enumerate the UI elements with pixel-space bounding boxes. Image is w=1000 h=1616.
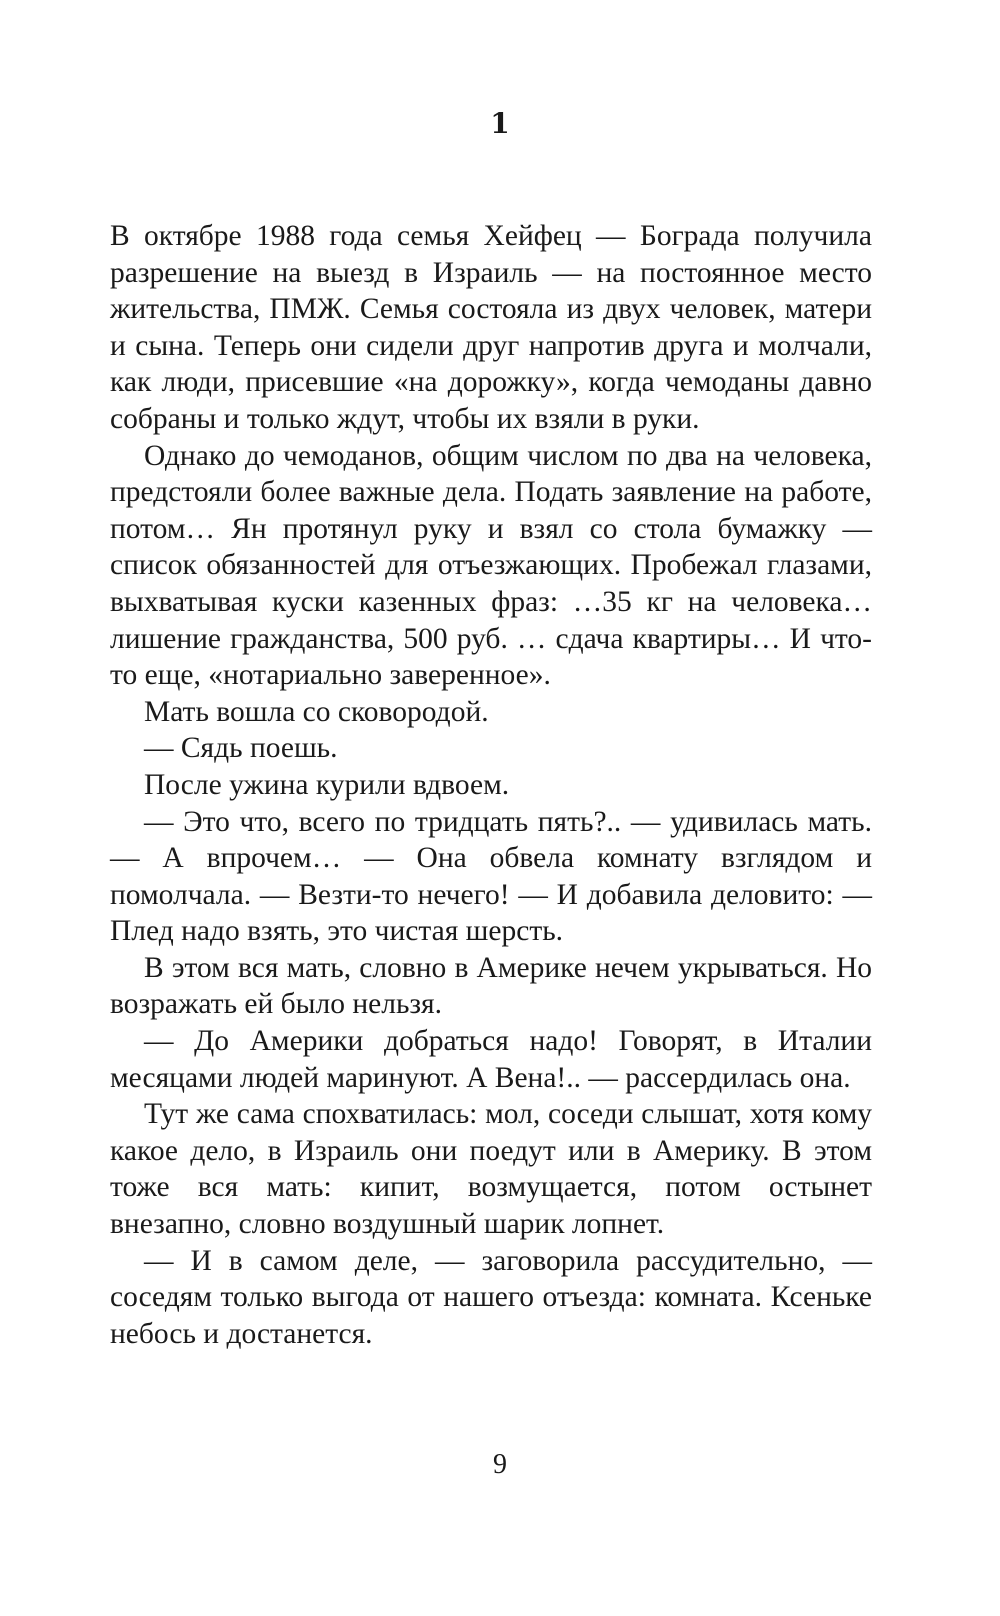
paragraph: — И в самом деле, — заговорила рассудительно, — соседям только выгода от нашего отъезда: комната. Ксеньке небось и достанется. (110, 1244, 872, 1350)
paragraph: После ужина курили вдвоем. (144, 768, 510, 801)
paragraph: Однако до чемоданов, общим числом по два на человека, предстояли более важные дела. Подать заявление на работе, потом… Ян протянул руку и взял со стола бумажку — список обязанностей для отъезжающих. Пробежал глазами, выхватывая куски казенных фраз: …35 кг на человека… лишение гражданства, 500 руб. … сдача квартиры… И что-то еще, «нотариально заверенное». (110, 439, 872, 692)
paragraph: Мать вошла со сковородой. (144, 695, 489, 728)
paragraph: В октябре 1988 года семья Хейфец — Бограда получила разрешение на выезд в Израиль — на постоянное место жительства, ПМЖ. Семья состояла из двух человек, матери и сына. Теперь они сидели друг напротив друга и молчали, как люди, присевшие «на дорожку», когда чемоданы давно собраны и только ждут, чтобы их взяли в руки. (110, 220, 872, 435)
body-text (110, 218, 872, 1352)
paragraph: В этом вся мать, словно в Америке нечем укрываться. Но возражать ей было нельзя. (110, 951, 872, 1021)
paragraph: — Сядь поешь. (144, 732, 338, 765)
paragraph: — До Америки добраться надо! Говорят, в Италии месяцами людей маринуют. А Вена!.. — рассердилась она. (110, 1025, 872, 1094)
page-number: 9 (493, 1449, 507, 1480)
chapter-number: 1 (490, 107, 510, 140)
paragraph: — Это что, всего по тридцать пять?.. — удивилась мать. — А впрочем… — Она обвела комнату взглядом и помолчала. — Везти-то нечего! — И добавила деловито: — Плед надо взять, это чистая шерсть. (110, 805, 872, 948)
paragraph: Тут же сама спохватилась: мол, соседи слышат, хотя кому какое дело, в Израиль они поедут или в Америку. В этом тоже вся мать: кипит, возмущается, потом остынет внезапно, словно воздушный шарик лопнет. (110, 1098, 872, 1241)
